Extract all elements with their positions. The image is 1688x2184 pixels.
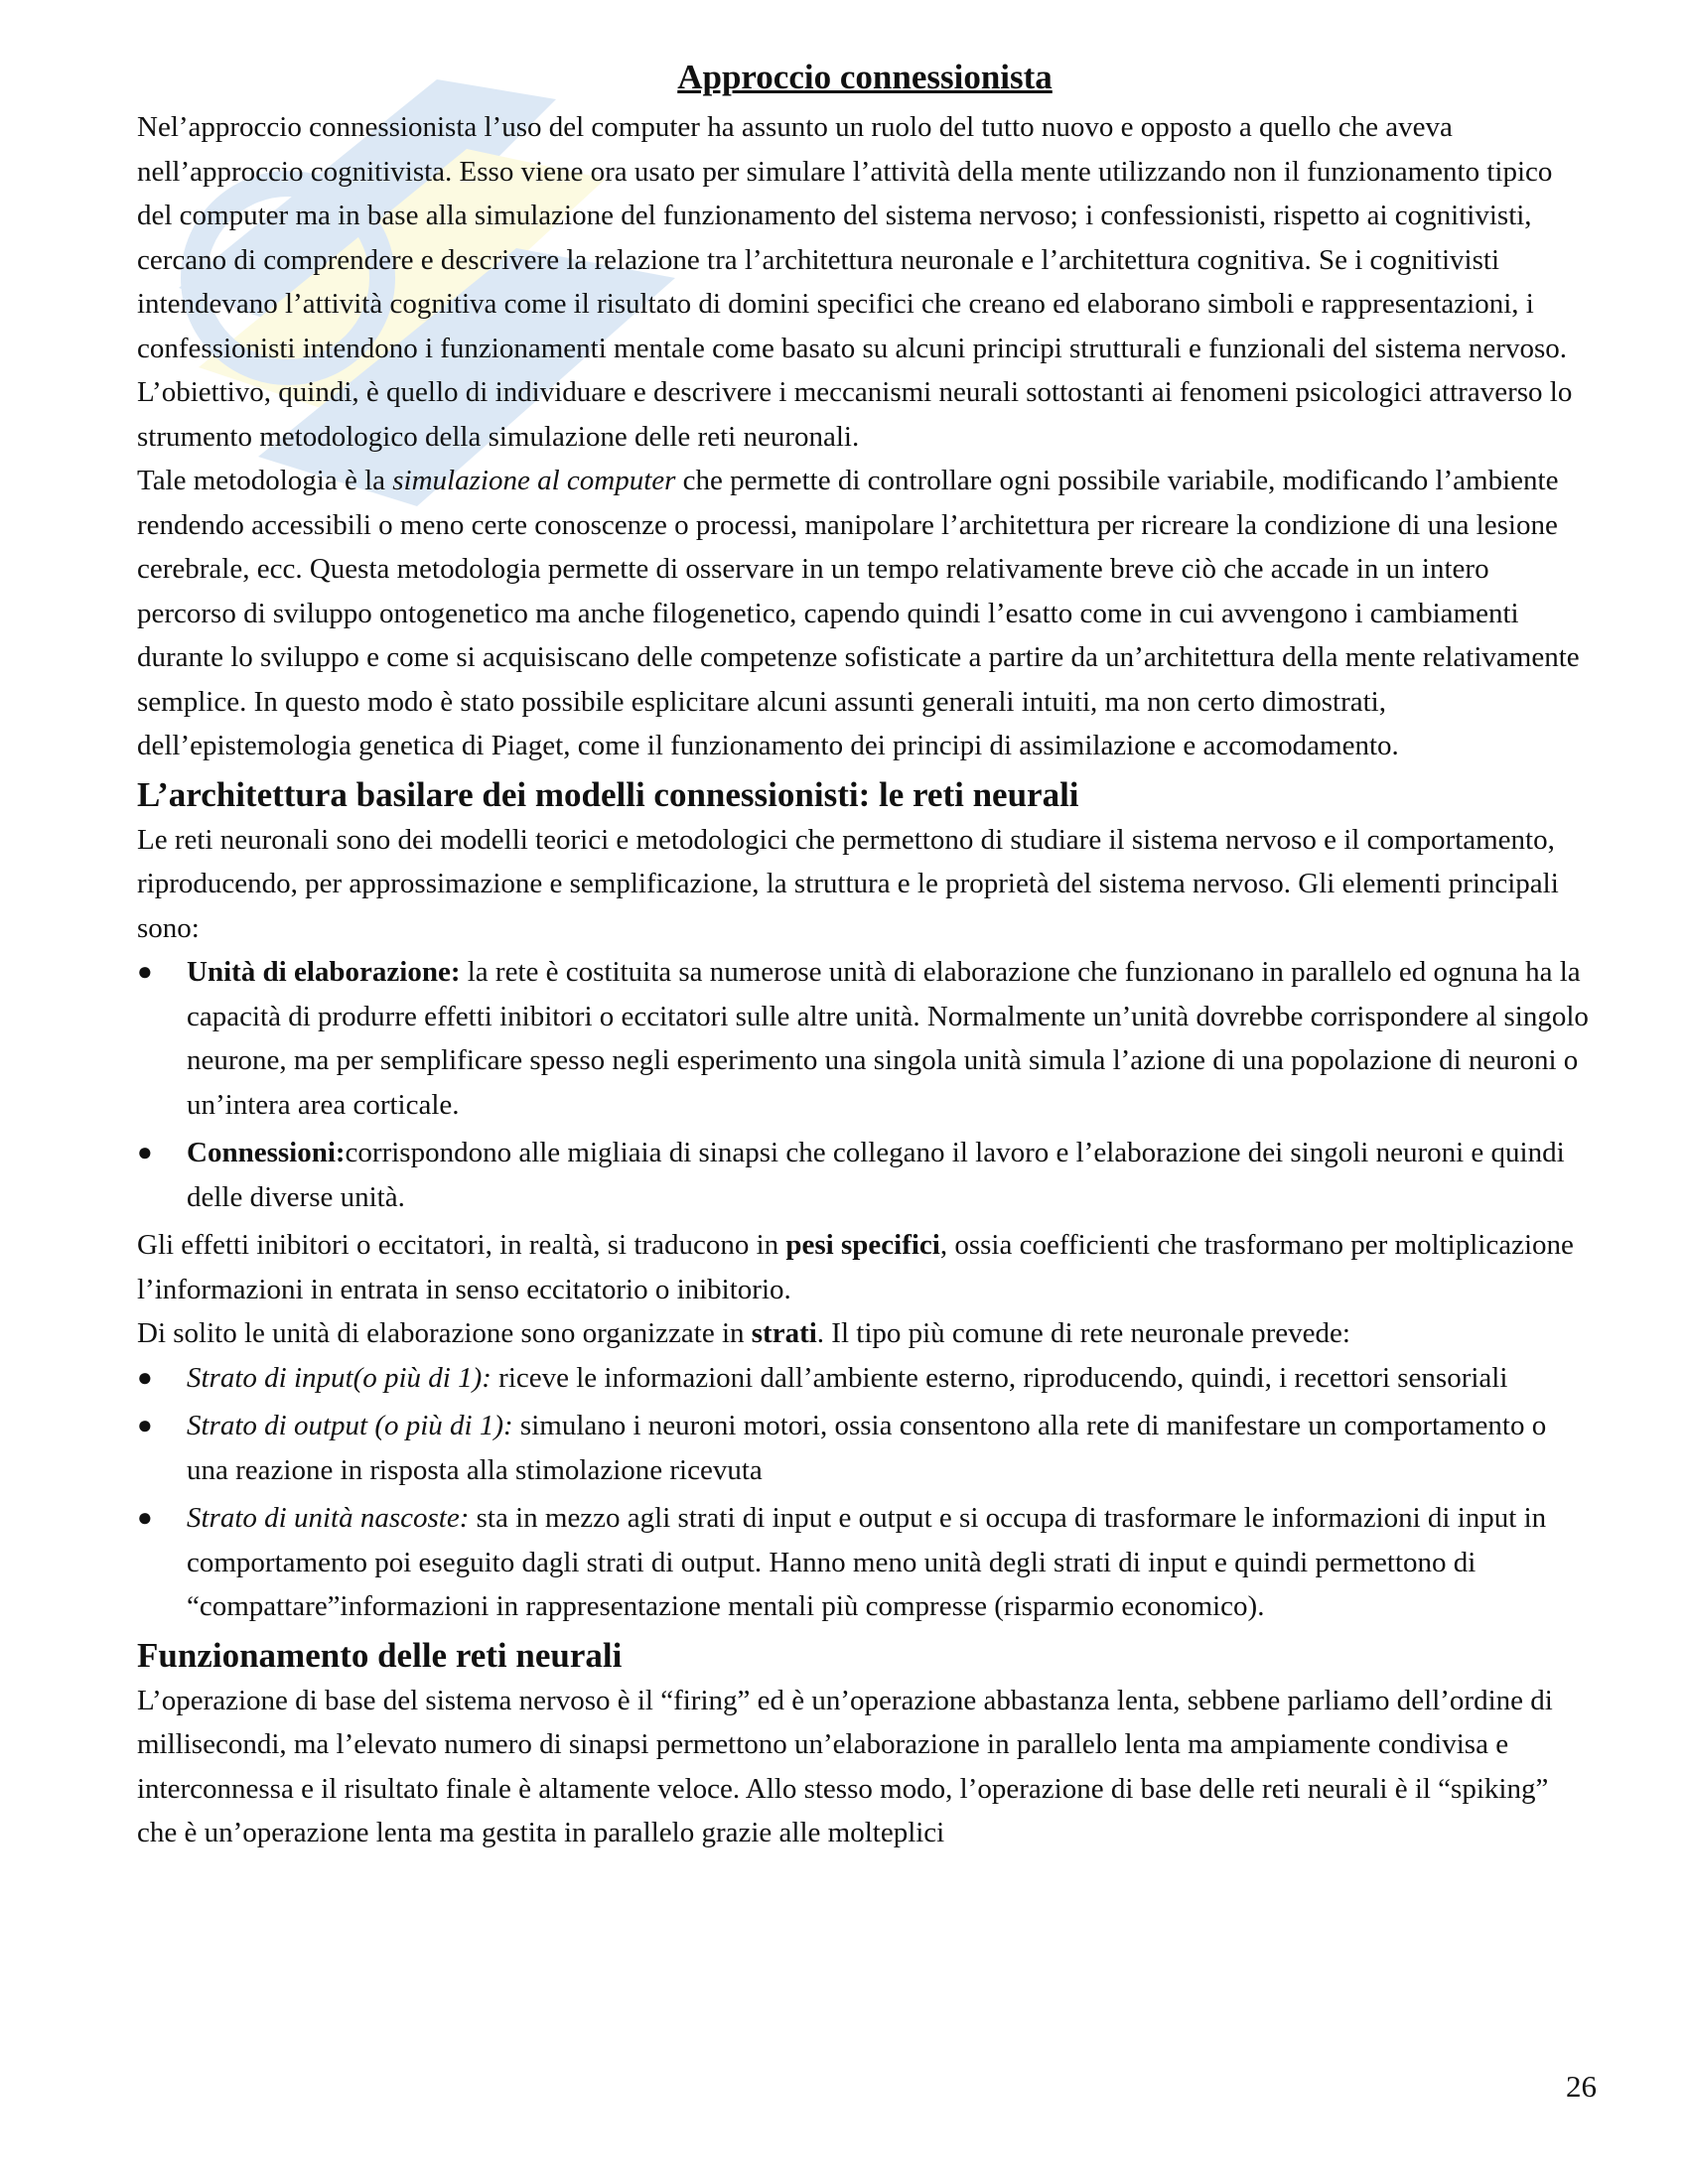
document-page xyxy=(137,58,1593,1855)
list-item xyxy=(137,1356,1593,1401)
funzionamento-paragraph-1: L’operazione di base del sistema nervoso è il “firing” ed è un’operazione abbastanza lenta, sebbene parliamo dell’ordine di millisecondi, ma l’elevato numero di sinapsi permettono un’elaborazione in parallelo lenta ma ampiamente condivisa e interconnessa e il risultato finale è altamente veloce. Allo stesso modo, l’operazione di base delle reti neurali è il “spiking” che è un’operazione lenta ma gestita in parallelo grazie alle molteplici xyxy=(137,1684,1553,1848)
section-heading-funzionamento: Funzionamento delle reti neurali xyxy=(137,1635,623,1675)
list-item-term: Strato di input(o più di 1): xyxy=(187,1361,492,1394)
page-title: Approccio connessionista xyxy=(677,58,1053,96)
bullet-icon: ● xyxy=(137,1362,153,1392)
text-run: . Il tipo più comune di rete neuronale prevede: xyxy=(816,1317,1350,1349)
page-number: 26 xyxy=(1566,2069,1597,2104)
text-run: Di solito le unità di elaborazione sono organizzate in xyxy=(137,1317,752,1349)
list-item-term: Strato di output (o più di 1): xyxy=(187,1410,513,1441)
intro-paragraph-2 xyxy=(137,459,1593,768)
section-heading-architettura: L’architettura basilare dei modelli connessionisti: le reti neurali xyxy=(137,774,1079,814)
layers-list xyxy=(137,1356,1593,1629)
list-item-text: la rete è costituita sa numerose unità di elaborazione che funzionano in parallelo ed ognuna ha la capacità di produrre effetti inibitori o eccitatori sulle altre unità. Normalmente un’unità dovrebbe corrispondere al singolo neurone, ma per semplificare spesso negli esperimento una singola unità simula l’azione di una popolazione di neuroni o un’intera area corticale. xyxy=(187,956,1589,1121)
list-item-term: Strato di unità nascoste: xyxy=(187,1502,470,1534)
bold-strati: strati xyxy=(751,1317,817,1349)
bullet-icon: ● xyxy=(137,957,153,986)
elements-list xyxy=(137,950,1593,1219)
architettura-paragraph-1: Le reti neuronali sono dei modelli teorici e metodologici che permettono di studiare il sistema nervoso e il comportamento, riproducendo, per approssimazione e semplificazione, la struttura e le proprietà del sistema nervoso. Gli elementi principali sono: xyxy=(137,823,1559,944)
text-run: che permette di controllare ogni possibile variabile, modificando l’ambiente rendendo accessibili o meno certe conoscenze o processi, manipolare l’architettura per ricreare la condizione di una lesione cerebrale, ecc. Questa metodologia permette di osservare in un tempo relativamente breve ciò che accade in un intero percorso di sviluppo ontogenetico ma anche filogenetico, capendo quindi l’esatto come in cui avvengono i cambiamenti durante lo sviluppo e come si acquisiscano delle competenze sofisticate a partire da un’architettura della mente relativamente semplice. In questo modo è stato possibile esplicitare alcuni assunti generali intuiti, ma non certo dimostrati, dell’epistemologia genetica di Piaget, come il funzionamento dei principi di assimilazione e accomodamento. xyxy=(137,465,1580,761)
list-item xyxy=(137,1131,1593,1219)
text-run: Gli effetti inibitori o eccitatori, in realtà, si traducono in xyxy=(137,1229,786,1261)
list-item-text: riceve le informazioni dall’ambiente esterno, riproducendo, quindi, i recettori sensoriali xyxy=(491,1361,1508,1394)
list-item-text: corrispondono alle migliaia di sinapsi che collegano il lavoro e l’elaborazione dei singoli neuroni e quindi delle diverse unità. xyxy=(187,1137,1565,1213)
list-item-term: Unità di elaborazione: xyxy=(187,956,461,988)
list-item xyxy=(137,950,1593,1127)
text-run: Tale metodologia è la xyxy=(137,465,393,496)
list-item-text: simulano i neuroni motori, ossia consentono alla rete di manifestare un comportamento o una reazione in risposta alla stimolazione ricevuta xyxy=(187,1410,1547,1486)
bullet-icon: ● xyxy=(137,1411,153,1439)
intro-paragraph-1: Nel’approccio connessionista l’uso del computer ha assunto un ruolo del tutto nuovo e opposto a quello che aveva nell’approccio cognitivista. Esso viene ora usato per simulare l’attività della mente utilizzando non il funzionamento tipico del computer ma in base alla simulazione del funzionamento del sistema nervoso; i confessionisti, rispetto ai cognitivisti, cercano di comprendere e descrivere la relazione tra l’architettura neuronale e l’architettura cognitiva. Se i cognitivisti intendevano l’attività cognitiva come il risultato di domini specifici che creano ed elaborano simboli e rappresentazioni, i confessionisti intendono i funzionamenti mentale come basato su alcuni principi strutturali e funzionali del sistema nervoso. L’obiettivo, quindi, è quello di individuare e descrivere i meccanismi neurali sottostanti ai fenomeni psicologici attraverso lo strumento metodologico della simulazione delle reti neuronali. xyxy=(137,111,1573,453)
bullet-icon: ● xyxy=(137,1138,153,1166)
list-item xyxy=(137,1404,1593,1492)
emphasis-simulazione: simulazione al computer xyxy=(392,465,676,496)
architettura-paragraph-2 xyxy=(137,1223,1593,1311)
list-item-text: sta in mezzo agli strati di input e output e si occupa di trasformare le informazioni di input in comportamento poi eseguito dagli strati di output. Hanno meno unità degli strati di input e quindi permettono di “compattare”informazioni in rappresentazione mentali più compresse (risparmio economico). xyxy=(187,1502,1547,1622)
list-item-term: Connessioni: xyxy=(187,1137,346,1168)
bold-pesi-specifici: pesi specifici xyxy=(785,1229,940,1261)
architettura-paragraph-3 xyxy=(137,1311,1593,1356)
list-item xyxy=(137,1496,1593,1629)
text-run: , ossia coefficienti che trasformano per moltiplicazione l’informazioni in entrata in senso eccitatorio o inibitorio. xyxy=(137,1229,1574,1305)
bullet-icon: ● xyxy=(137,1503,153,1532)
